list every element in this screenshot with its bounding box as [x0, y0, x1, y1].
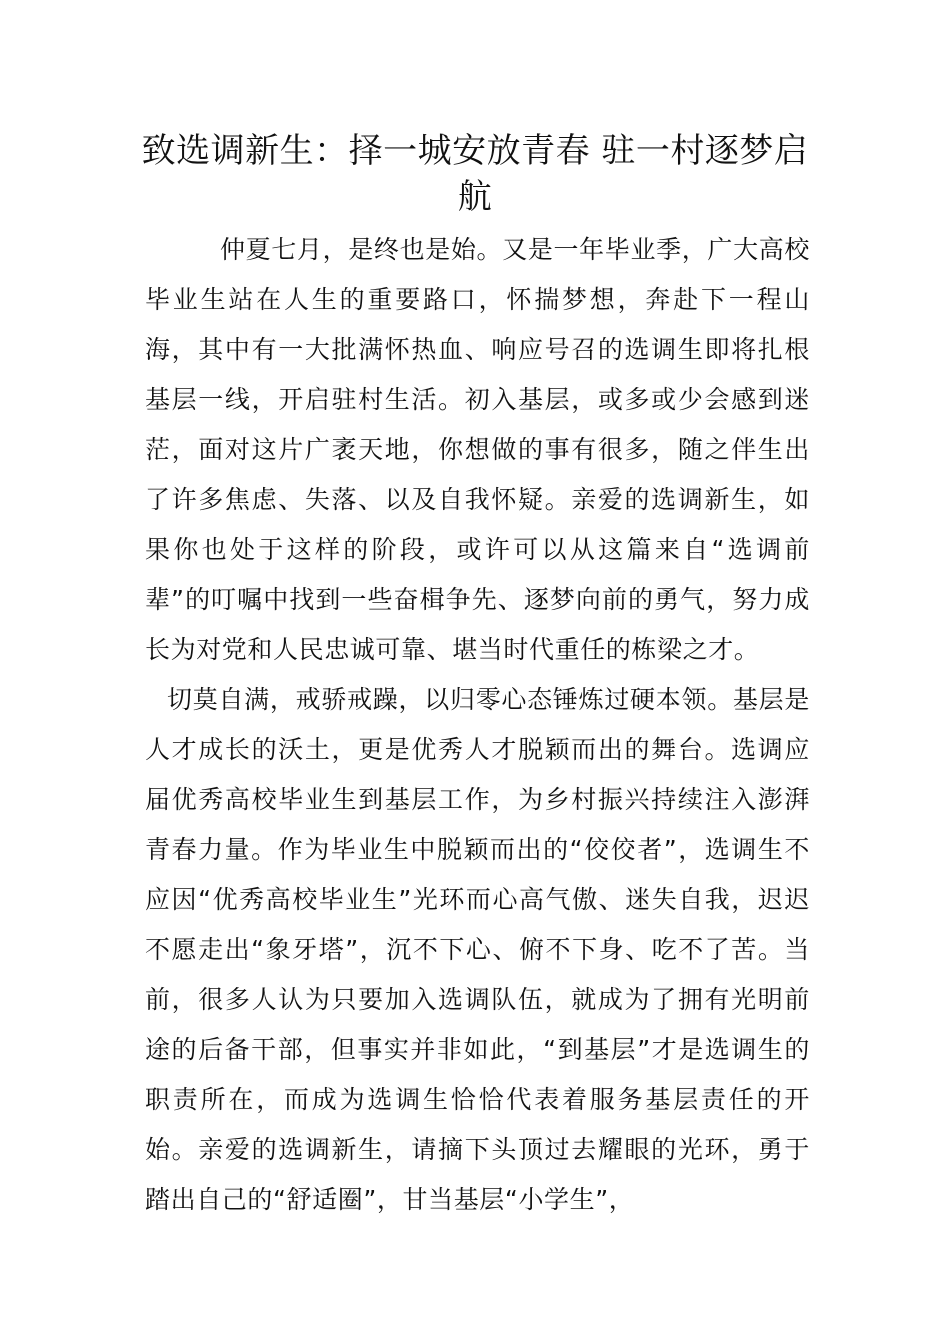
paragraph-2: 切莫自满，戒骄戒躁，以归零心态锤炼过硬本领。基层是人才成长的沃土，更是优秀人才脱颖而出的舞台。选调应届优秀高校毕业生到基层工作，为乡村振兴持续注入澎湃青春力量。作为毕业生中脱颖而出的“佼佼者”，选调生不应因“优秀高校毕业生”光环而心高气傲、迷失自我，迟迟不愿走出“象牙塔”，沉不下心、俯不下身、吃不了苦。当前，很多人认为只要加入选调队伍，就成为了拥有光明前途的后备干部，但事实并非如此，“到基层”才是选调生的职责所在，而成为选调生恰恰代表着服务基层责任的开始。亲爱的选调新生，请摘下头顶过去耀眼的光环，勇于踏出自己的“舒适圈”，甘当基层“小学生”， — [145, 685, 810, 1214]
paragraph-1: 仲夏七月，是终也是始。又是一年毕业季，广大高校毕业生站在人生的重要路口，怀揣梦想，奔赴下一程山海，其中有一大批满怀热血、响应号召的选调生即将扎根基层一线，开启驻村生活。初入基层，或多或少会感到迷茫，面对这片广袤天地，你想做的事有很多，随之伴生出了许多焦虑、失落、以及自我怀疑。亲爱的选调新生，如果你也处于这样的阶段，或许可以从这篇来自“选调前辈”的叮嘱中找到一些奋楫争先、逐梦向前的勇气，努力成长为对党和人民忠诚可靠、堪当时代重任的栋梁之才。 — [145, 235, 810, 664]
document-title: 致选调新生：择一城安放青春 驻一村逐梦启航 — [141, 131, 809, 217]
